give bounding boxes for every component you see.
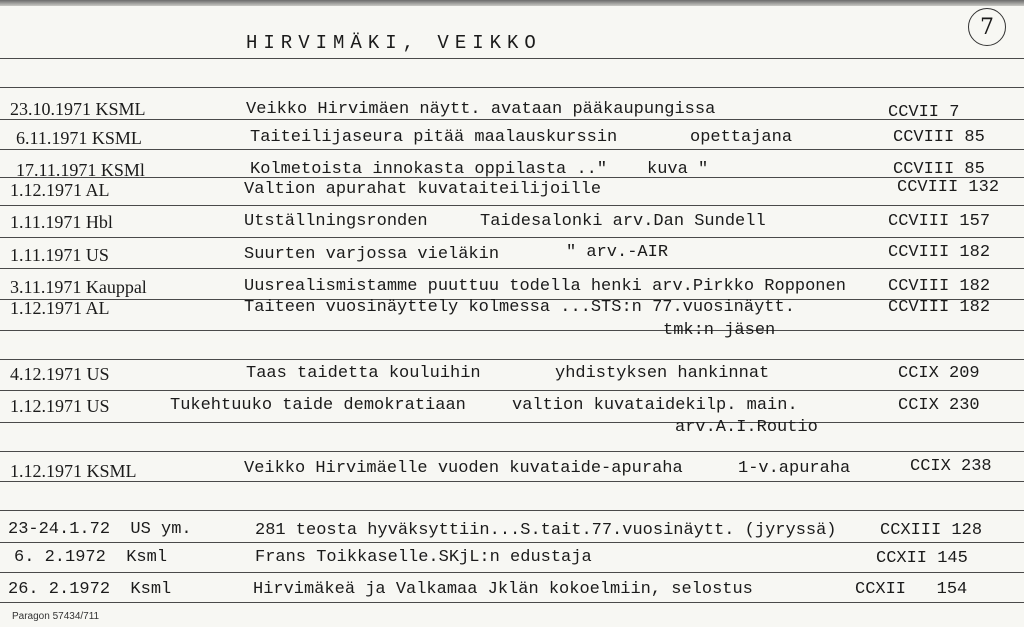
entry-headline: Taas taidetta kouluihin (246, 364, 481, 383)
entry-headline: Tukehtuuko taide demokratiaan (170, 396, 466, 415)
rule-line (0, 390, 1024, 391)
entry-headline: Taiteilijaseura pitää maalauskurssin (250, 128, 618, 147)
entry-date: 1.12.1971 US (10, 396, 110, 416)
rule-line (0, 542, 1024, 543)
entry-date: 17.11.1971 KSMl (16, 160, 145, 180)
entry-note: tmk:n jäsen (663, 321, 776, 340)
entry-note: Taidesalonki arv.Dan Sundell (480, 212, 766, 231)
entry-date: 4.12.1971 US (10, 364, 110, 384)
entry-headline: Veikko Hirvimäelle vuoden kuvataide-apuraha (244, 459, 683, 478)
entry-date: 1.11.1971 US (10, 245, 109, 265)
entry-note: opettajana (690, 128, 793, 147)
rule-line (0, 205, 1024, 206)
entry-reference: CCVIII 85 (893, 128, 985, 147)
rule-line (0, 359, 1024, 360)
entry-reference: CCVIII 157 (888, 212, 991, 231)
rule-line (0, 237, 1024, 238)
entry-date: 1.11.1971 Hbl (10, 212, 113, 232)
entry-reference: CCIX 238 (910, 457, 992, 476)
entry-date: 23-24.1.72 US ym. (8, 520, 192, 539)
rule-line (0, 422, 1024, 423)
entry-headline: Hirvimäkeä ja Valkamaa Jklän kokoelmiin, selostus (253, 580, 753, 599)
rule-line (0, 58, 1024, 59)
entry-reference: CCVIII 182 (888, 243, 991, 262)
rule-line (0, 451, 1024, 452)
entry-headline: Frans Toikkaselle.SKjL:n edustaja (255, 548, 592, 567)
entry-date: 23.10.1971 KSML (10, 99, 146, 119)
entry-date: 6.11.1971 KSML (16, 128, 142, 148)
entry-note: valtion kuvataidekilp. main. (512, 396, 798, 415)
entry-date: 1.12.1971 AL (10, 298, 110, 318)
rule-line (0, 510, 1024, 511)
entry-reference: CCVIII 182 (888, 277, 991, 296)
entry-reviewer: arv.A.I.Routio (675, 418, 818, 437)
card-title: HIRVIMÄKI, VEIKKO (246, 32, 542, 54)
entry-headline: Suurten varjossa vieläkin (244, 245, 500, 264)
entry-headline: Valtion apurahat kuvataiteilijoille (244, 180, 602, 199)
entry-reference: CCVIII 85 (893, 160, 985, 179)
entry-note: yhdistyksen hankinnat (555, 364, 770, 383)
rule-line (0, 268, 1024, 269)
entry-date: 26. 2.1972 Ksml (8, 580, 172, 599)
entry-note: 1-v.apuraha (738, 459, 851, 478)
entry-reference: CCXII 145 (876, 549, 968, 568)
entry-headline: Uusrealismistamme puuttuu todella henki arv.Pirkko Ropponen (244, 277, 846, 296)
entry-headline: Taiteen vuosinäyttely kolmessa ...STS:n 77.vuosinäytt. (244, 298, 795, 317)
rule-line (0, 87, 1024, 88)
entry-reference: CCVII 7 (888, 103, 960, 122)
entry-date: 6. 2.1972 Ksml (14, 548, 168, 567)
entry-date: 3.11.1971 Kauppal (10, 277, 147, 297)
entry-date: 1.12.1971 AL (10, 180, 110, 200)
entry-reference: CCVIII 182 (888, 298, 991, 317)
entry-reference: CCIX 209 (898, 364, 980, 383)
rule-line (0, 149, 1024, 150)
entry-headline: Veikko Hirvimäen näytt. avataan pääkaupungissa (246, 100, 716, 119)
page-number-circle: 7 (968, 8, 1006, 46)
card-top-edge (0, 0, 1024, 6)
entry-reference: CCIX 230 (898, 396, 980, 415)
rule-line (0, 572, 1024, 573)
rule-line (0, 330, 1024, 331)
entry-date: 1.12.1971 KSML (10, 461, 137, 481)
entry-headline: Utställningsronden (244, 212, 428, 231)
entry-reference: CCXII 154 (855, 580, 968, 599)
rule-line (0, 602, 1024, 603)
entry-headline: Kolmetoista innokasta oppilasta .." (250, 160, 608, 179)
card-imprint: Paragon 57434/711 (12, 611, 100, 622)
entry-headline: 281 teosta hyväksyttiin...S.tait.77.vuosinäytt. (jyryssä) (255, 521, 837, 540)
rule-line (0, 481, 1024, 482)
entry-note: kuva " (647, 160, 709, 179)
entry-reference: CCXIII 128 (880, 521, 983, 540)
entry-reference: CCVIII 132 (897, 178, 1000, 197)
entry-note: " arv.-AIR (566, 243, 669, 262)
